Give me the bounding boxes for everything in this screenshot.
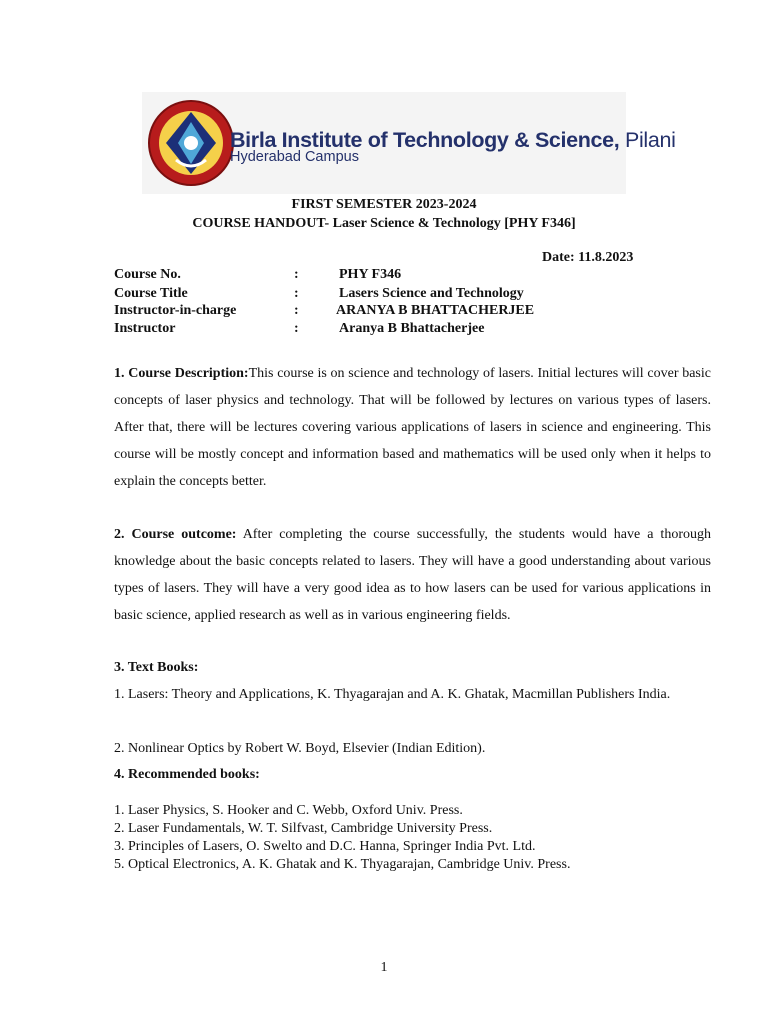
course-outcome-section bbox=[114, 521, 711, 629]
course-title-value: Lasers Science and Technology bbox=[339, 286, 524, 301]
recommended-books-heading: 4. Recommended books: bbox=[114, 767, 260, 782]
text-books-heading: 3. Text Books: bbox=[114, 660, 199, 675]
semester-title: FIRST SEMESTER 2023-2024 bbox=[291, 197, 477, 212]
institute-campus: Hyderabad Campus bbox=[230, 149, 359, 165]
course-outcome-heading: 2. Course outcome: bbox=[114, 527, 237, 542]
separator: : bbox=[294, 321, 299, 336]
course-no-label: Course No. bbox=[114, 267, 181, 282]
separator: : bbox=[294, 286, 299, 301]
separator: : bbox=[294, 303, 299, 318]
recommended-book-item: 1. Laser Physics, S. Hooker and C. Webb, Oxford Univ. Press. bbox=[114, 803, 463, 818]
course-no-value: PHY F346 bbox=[339, 267, 402, 282]
institute-logo-banner bbox=[142, 92, 676, 194]
course-title-label: Course Title bbox=[114, 286, 188, 301]
instructor-in-charge-label: Instructor-in-charge bbox=[114, 303, 237, 318]
instructor-label: Instructor bbox=[114, 321, 176, 336]
recommended-book-item: 5. Optical Electronics, A. K. Ghatak and K. Thyagarajan, Cambridge Univ. Press. bbox=[114, 857, 571, 872]
page-number: 1 bbox=[380, 960, 388, 975]
course-outcome-text: After completing the course successfully, the students would have a thorough knowledge about the basic concepts related to lasers. They will have a good understanding about various types of lasers. They will have a very good idea as to how lasers can be used for various applications in basic science, applied research as well as in various engineering fields. bbox=[114, 527, 711, 623]
course-description-section bbox=[114, 360, 711, 495]
bits-seal-icon bbox=[146, 98, 236, 188]
recommended-book-item: 3. Principles of Lasers, O. Swelto and D.C. Hanna, Springer India Pvt. Ltd. bbox=[114, 839, 536, 854]
recommended-book-item: 2. Laser Fundamentals, W. T. Silfvast, Cambridge University Press. bbox=[114, 821, 493, 836]
course-description-heading: 1. Course Description: bbox=[114, 366, 249, 381]
course-description-text: This course is on science and technology of lasers. Initial lectures will cover basic concepts of laser physics and technology. That will be followed by lectures on various types of lasers. After that, there will be lectures covering various applications of lasers in science and engineering. This course will be mostly concept and information based and mathematics will be used only when it helps to explain the concepts better. bbox=[114, 366, 711, 489]
instructor-in-charge-value: ARANYA B BHATTACHERJEE bbox=[336, 303, 535, 318]
text-book-item: 2. Nonlinear Optics by Robert W. Boyd, Elsevier (Indian Edition). bbox=[114, 741, 486, 756]
handout-title: COURSE HANDOUT- Laser Science & Technology [PHY F346] bbox=[192, 216, 576, 231]
separator: : bbox=[294, 267, 299, 282]
instructor-value: Aranya B Bhattacherjee bbox=[339, 321, 485, 336]
handout-date: Date: 11.8.2023 bbox=[542, 250, 634, 265]
text-book-item: 1. Lasers: Theory and Applications, K. Thyagarajan and A. K. Ghatak, Macmillan Publishers India. bbox=[114, 687, 671, 702]
institute-name: Birla Institute of Technology & Science, Pilani bbox=[230, 128, 676, 152]
